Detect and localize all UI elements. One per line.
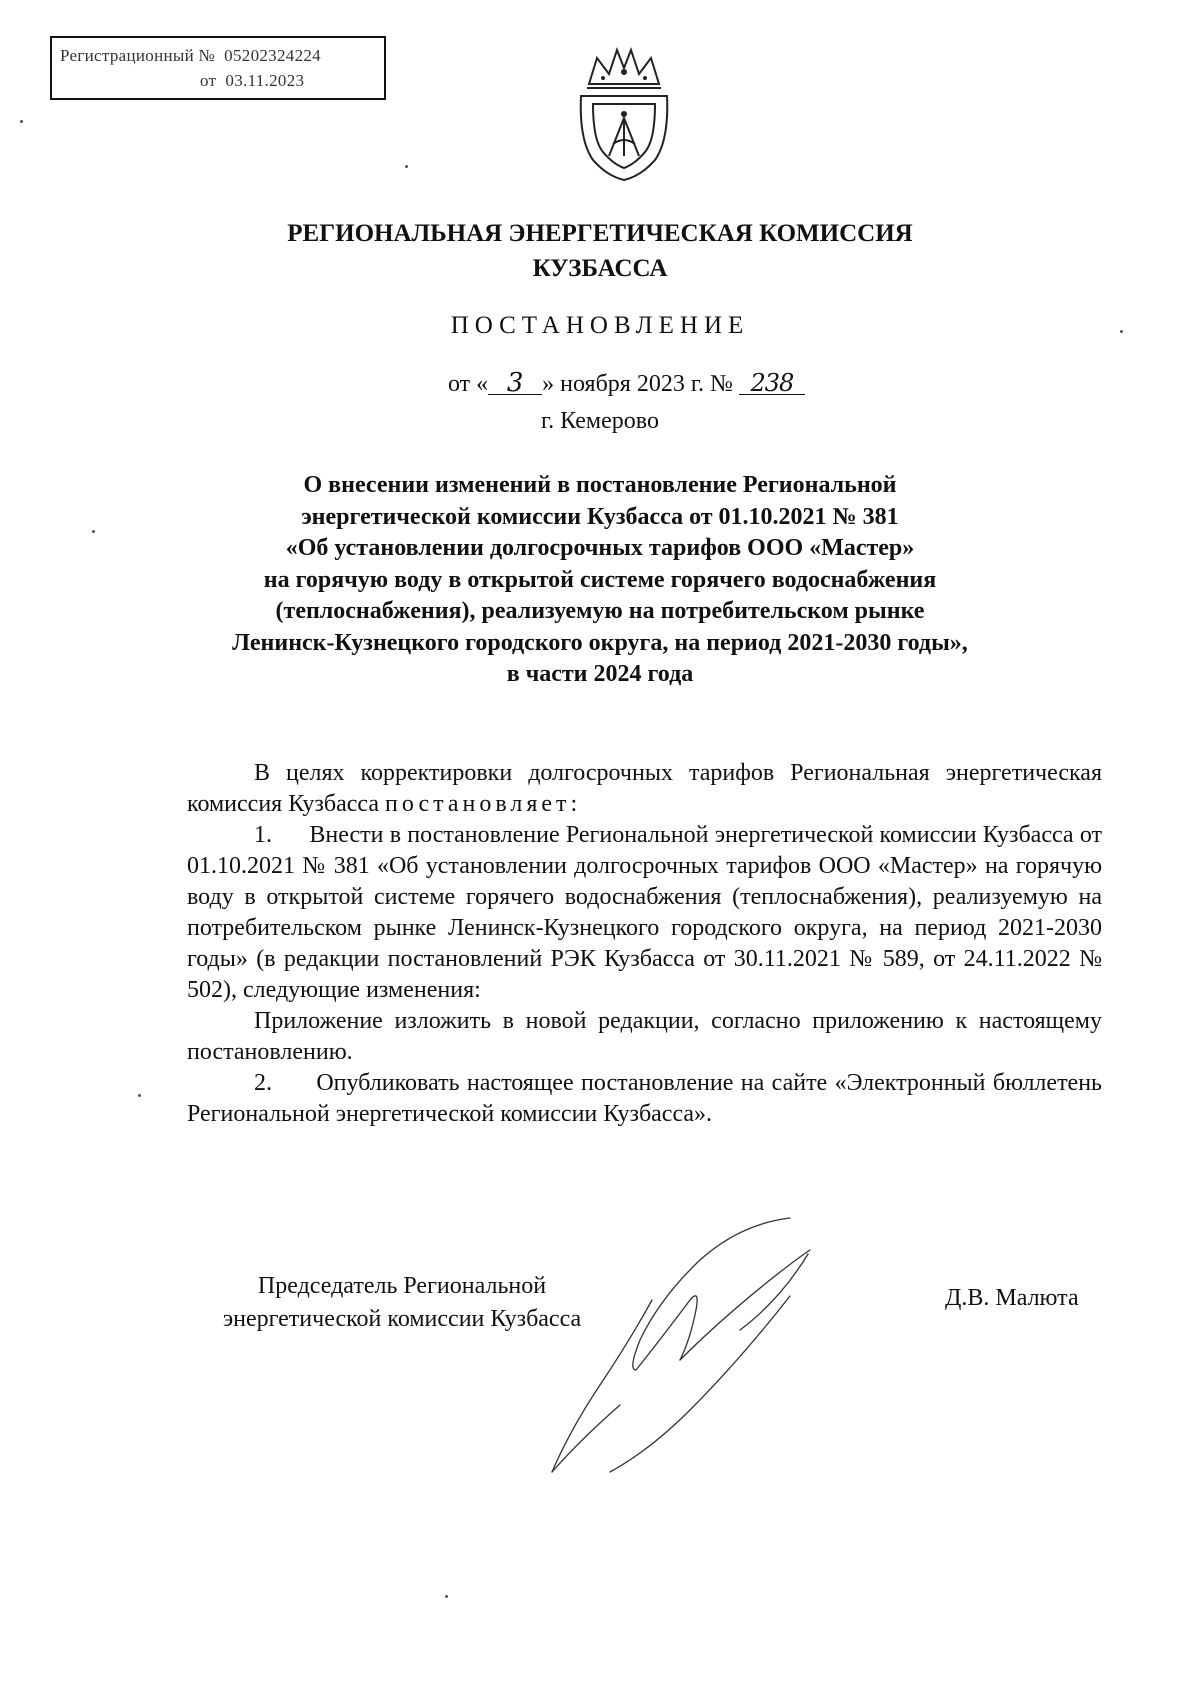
- scan-speck: [405, 165, 408, 168]
- registration-number: 05202324224: [224, 46, 321, 65]
- handwritten-signature: [540, 1210, 880, 1480]
- intro-verb: постановляет:: [385, 791, 582, 817]
- item-1-change-paragraph: Приложение изложить в новой редакции, согласно приложению к настоящему постановлению.: [187, 1008, 1102, 1065]
- organization-name-line1: РЕГИОНАЛЬНАЯ ЭНЕРГЕТИЧЕСКАЯ КОМИССИЯ: [287, 220, 913, 247]
- subject-line: на горячую воду в открытой системе горячего водоснабжения: [263, 566, 937, 593]
- scan-speck: [1120, 330, 1123, 333]
- date-month-year: » ноября 2023 г. №: [542, 371, 733, 397]
- subject-line: Ленинск-Кузнецкого городского округа, на период 2021-2030 годы»,: [232, 629, 968, 656]
- scan-speck: [92, 530, 95, 533]
- city: г. Кемерово: [541, 408, 659, 434]
- registration-stamp: [50, 36, 386, 100]
- registration-label: Регистрационный №: [60, 46, 216, 65]
- document-body: [187, 758, 1102, 1130]
- intro-paragraph: [187, 758, 1102, 820]
- signer-name: Д.В. Малюта: [945, 1285, 1079, 1311]
- document-date-line: [448, 368, 805, 398]
- scan-speck: [445, 1595, 448, 1598]
- signer-position-line1: Председатель Региональной: [257, 1273, 547, 1299]
- subject-line: «Об установлении долгосрочных тарифов ООО «Мастер»: [285, 535, 915, 561]
- subject-line: в части 2024 года: [506, 661, 694, 687]
- organization-name-line2: КУЗБАССА: [532, 255, 668, 282]
- document-subject: [170, 470, 1030, 691]
- subject-line: О внесении изменений в постановление Региональной: [303, 472, 897, 498]
- scan-speck: [138, 1094, 141, 1097]
- registration-date: 03.11.2023: [225, 71, 305, 90]
- subject-line: (теплоснабжения), реализуемую на потребительском рынке: [275, 598, 925, 624]
- handwritten-document-number: 238: [739, 372, 805, 395]
- date-prefix: от «: [448, 371, 489, 397]
- document-type: ПОСТАНОВЛЕНИЕ: [450, 312, 750, 339]
- registration-date-prefix: от: [200, 71, 217, 90]
- item-2-paragraph: 2. Опубликовать настоящее постановление на сайте «Электронный бюллетень Региональной энергетической комиссии Кузбасса».: [187, 1070, 1102, 1127]
- coat-of-arms-icon: [573, 44, 675, 184]
- item-1-paragraph: 1. Внести в постановление Региональной энергетической комиссии Кузбасса от 01.10.2021 № 381 «Об установлении долгосрочных тарифов ООО «Мастер» на горячую воду в открытой системе горячего водоснабжения (теплоснабжения), реализуемую на потребительском рынке Ленинск-Кузнецкого городского округа, на период 2021-2030 годы» (в редакции постановлений РЭК Кузбасса от 30.11.2021 № 589, от 24.11.2022 № 502), следующие изменения:: [187, 822, 1102, 1003]
- registration-number-line: [60, 44, 321, 68]
- registration-date-line: [200, 69, 304, 93]
- subject-line: энергетической комиссии Кузбасса от 01.10.2021 № 381: [301, 503, 899, 530]
- intro-text: В целях корректировки долгосрочных тарифов Региональная энергетическая комиссия Кузбасса: [187, 760, 1102, 817]
- handwritten-day: 3: [488, 372, 542, 395]
- scan-speck: [20, 120, 23, 123]
- organization-name: [150, 216, 1050, 286]
- signer-position-line2: энергетической комиссии Кузбасса: [222, 1306, 582, 1332]
